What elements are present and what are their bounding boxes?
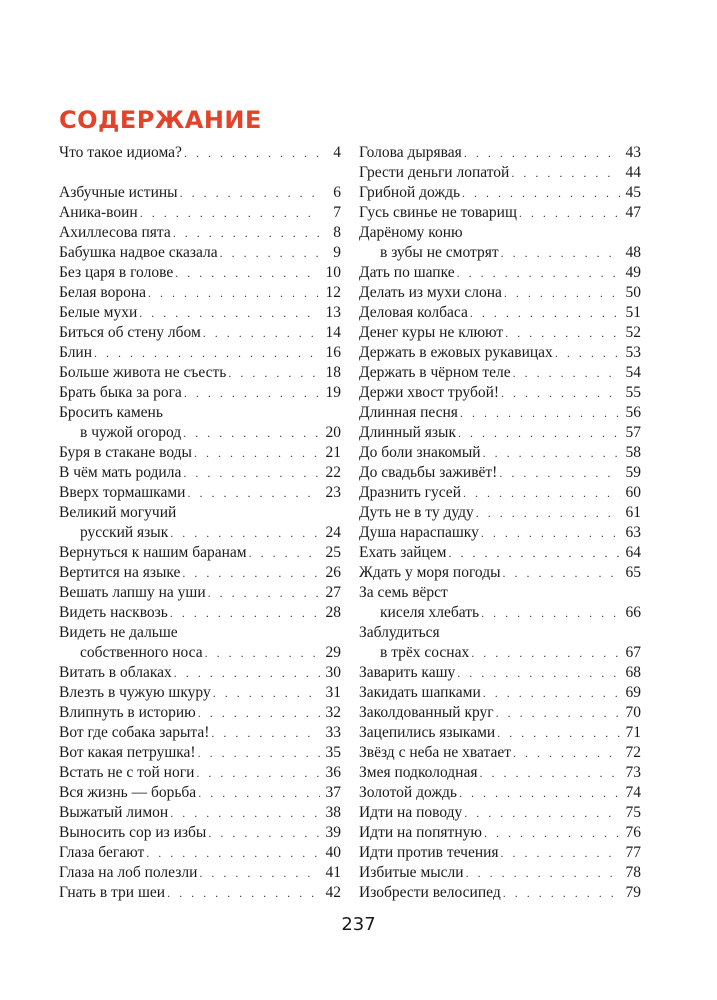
toc-entry xyxy=(359,423,641,443)
dot-leader xyxy=(182,563,320,583)
toc-entry-title: За семь вёрст xyxy=(359,584,448,601)
toc-entry-title: Вертится на языке xyxy=(59,564,181,581)
dot-leader xyxy=(174,663,320,683)
toc-entry xyxy=(59,703,341,723)
dot-leader xyxy=(497,723,620,743)
toc-entry-page: 32 xyxy=(325,704,341,721)
toc-entry-title: Глаза на лоб полезли xyxy=(59,864,198,881)
dot-leader xyxy=(460,403,620,423)
dot-leader xyxy=(462,183,620,203)
dot-leader xyxy=(464,143,620,163)
toc-entry xyxy=(359,743,641,763)
dot-leader xyxy=(458,423,620,443)
dot-leader xyxy=(170,603,320,623)
toc-entry xyxy=(359,303,641,323)
toc-entry xyxy=(59,463,341,483)
dot-leader xyxy=(501,243,620,263)
toc-entry-page: 76 xyxy=(625,824,641,841)
toc-entry-title: Белая ворона xyxy=(59,284,147,301)
toc-entry xyxy=(359,403,641,423)
dot-leader xyxy=(471,643,620,663)
toc-entry-page: 10 xyxy=(325,264,341,281)
toc-entry-title: Ахиллесова пята xyxy=(59,224,171,241)
toc-entry-title: Влезть в чужую шкуру xyxy=(59,684,211,701)
toc-entry-title: Гнать в три шеи xyxy=(59,884,166,901)
dot-leader xyxy=(198,743,320,763)
toc-entry-title: Дуть не в ту дуду xyxy=(359,504,474,521)
toc-entry-title: Бросить камень xyxy=(59,404,163,421)
dot-leader xyxy=(167,883,320,903)
toc-entry-page: 24 xyxy=(325,524,341,541)
dot-leader xyxy=(94,343,320,363)
dot-leader xyxy=(146,843,320,863)
toc-entry-page: 29 xyxy=(325,644,341,661)
toc-entry xyxy=(359,723,641,743)
toc-entry-page: 6 xyxy=(333,184,341,201)
toc-entry-title: Изобрести велосипед xyxy=(359,884,501,901)
dot-leader xyxy=(148,283,320,303)
dot-leader xyxy=(476,503,620,523)
toc-column-right xyxy=(359,143,641,903)
toc-entry-title: Биться об стену лбом xyxy=(59,324,201,341)
toc-entry-page: 44 xyxy=(625,164,641,181)
toc-entry-page: 75 xyxy=(625,804,641,821)
toc-entry xyxy=(359,343,641,363)
toc-entry xyxy=(359,763,641,783)
dot-leader xyxy=(449,543,621,563)
toc-entry xyxy=(59,183,341,203)
toc-entry-title: Закидать шапками xyxy=(359,684,481,701)
toc-entry-title: В чём мать родила xyxy=(59,464,182,481)
toc-entry xyxy=(359,143,641,163)
toc-entry-page: 47 xyxy=(625,204,641,221)
dot-leader xyxy=(198,703,320,723)
toc-entry-page: 37 xyxy=(325,784,341,801)
toc-entry-title: Денег куры не клюют xyxy=(359,324,504,341)
toc-entry-title: Блин xyxy=(59,344,93,361)
dot-leader xyxy=(205,643,320,663)
toc-entry-page: 43 xyxy=(625,144,641,161)
toc-entry-page: 59 xyxy=(625,464,641,481)
toc-entry-page: 70 xyxy=(625,704,641,721)
toc-entry xyxy=(359,183,641,203)
dot-leader xyxy=(463,483,620,503)
dot-leader xyxy=(481,603,620,623)
dot-leader xyxy=(464,803,620,823)
toc-entry-page: 33 xyxy=(325,724,341,741)
toc-entry-page: 12 xyxy=(325,284,341,301)
toc-entry-page: 14 xyxy=(325,324,341,341)
dot-leader xyxy=(194,443,320,463)
toc-entry xyxy=(59,623,341,663)
toc-entry xyxy=(59,803,341,823)
toc-entry-title: Голова дырявая xyxy=(359,144,462,161)
toc-entry-page: 16 xyxy=(325,344,341,361)
toc-entry-page: 71 xyxy=(625,724,641,741)
toc-entry xyxy=(59,303,341,323)
toc-entry-title-continuation: собственного носа xyxy=(80,644,203,661)
toc-entry-title: Встать не с той ноги xyxy=(59,764,195,781)
dot-leader xyxy=(208,823,320,843)
toc-entry-title: Дать по шапке xyxy=(359,264,455,281)
toc-entry-title: Белые мухи xyxy=(59,304,138,321)
dot-leader xyxy=(466,863,620,883)
toc-entry-title: Заколдованный круг xyxy=(359,704,494,721)
toc-entry-title-continuation: киселя хлебать xyxy=(380,604,480,621)
toc-entry-title: Гусь свинье не товарищ xyxy=(359,204,517,221)
dot-leader xyxy=(199,863,320,883)
dot-leader xyxy=(184,143,320,163)
toc-entry-page: 49 xyxy=(625,264,641,281)
dot-leader xyxy=(470,303,620,323)
toc-entry xyxy=(59,603,341,623)
toc-entry xyxy=(59,403,341,443)
toc-entry-page: 78 xyxy=(625,864,641,881)
dot-leader xyxy=(513,363,620,383)
toc-entry xyxy=(59,783,341,803)
page-number: 237 xyxy=(341,914,376,935)
toc-entry-page: 7 xyxy=(333,204,341,221)
toc-entry-title: Держать в чёрном теле xyxy=(359,364,511,381)
toc-entry xyxy=(59,323,341,343)
toc-entry-page: 45 xyxy=(625,184,641,201)
toc-entry-page: 42 xyxy=(325,884,341,901)
contents-heading: СОДЕРЖАНИЕ xyxy=(59,106,262,134)
toc-entry xyxy=(359,843,641,863)
toc-entry-title: Вверх тормашками xyxy=(59,484,186,501)
toc-entry-title: Идти против течения xyxy=(359,844,499,861)
toc-entry-title: Вот где собака зарыта! xyxy=(59,724,210,741)
toc-entry xyxy=(59,243,341,263)
toc-entry-page: 41 xyxy=(325,864,341,881)
toc-entry-page: 64 xyxy=(625,544,641,561)
toc-entry-title: Выносить сор из избы xyxy=(59,824,207,841)
toc-entry-title: Влипнуть в историю xyxy=(59,704,196,721)
toc-entry-title: Видеть насквозь xyxy=(59,604,168,621)
toc-entry xyxy=(359,883,641,903)
toc-entry xyxy=(59,503,341,543)
dot-leader xyxy=(479,763,620,783)
toc-entry-page: 25 xyxy=(325,544,341,561)
toc-entry xyxy=(359,863,641,883)
toc-entry xyxy=(59,263,341,283)
toc-entry-page: 54 xyxy=(625,364,641,381)
dot-leader xyxy=(175,263,320,283)
toc-entry xyxy=(59,843,341,863)
dot-leader xyxy=(504,283,620,303)
toc-entry xyxy=(359,263,641,283)
toc-entry xyxy=(59,583,341,603)
toc-entry-page: 21 xyxy=(325,444,341,461)
toc-entry-title: Заварить кашу xyxy=(359,664,456,681)
toc-entry-page: 20 xyxy=(325,424,341,441)
dot-leader xyxy=(555,343,620,363)
dot-leader xyxy=(501,383,620,403)
toc-entry-title: Длинный язык xyxy=(359,424,456,441)
dot-leader xyxy=(196,763,320,783)
toc-entry xyxy=(359,483,641,503)
toc-entry-page: 65 xyxy=(625,564,641,581)
toc-entry xyxy=(59,543,341,563)
dot-leader xyxy=(459,783,620,803)
toc-entry-page: 68 xyxy=(625,664,641,681)
toc-entry-title: Грибной дождь xyxy=(359,184,461,201)
toc-entry-title: Что такое идиома? xyxy=(59,144,182,161)
toc-entry-title: Избитые мысли xyxy=(359,864,464,881)
toc-entry-title: Ехать зайцем xyxy=(359,544,447,561)
toc-entry xyxy=(59,483,341,503)
toc-entry xyxy=(359,783,641,803)
dot-leader xyxy=(203,323,320,343)
toc-entry-title: Больше живота не съесть xyxy=(59,364,227,381)
toc-entry-title: Длинная песня xyxy=(359,404,458,421)
toc-entry-title: Ждать у моря погоды xyxy=(359,564,501,581)
dot-leader xyxy=(170,523,320,543)
toc-entry-title: Идти на попятную xyxy=(359,824,482,841)
dot-leader xyxy=(483,443,620,463)
toc-entry-page: 36 xyxy=(325,764,341,781)
toc-entry-title-continuation: русский язык xyxy=(80,524,169,541)
toc-entry xyxy=(359,323,641,343)
dot-leader xyxy=(173,223,320,243)
toc-entry-page: 39 xyxy=(325,824,341,841)
toc-entry-title: Вот какая петрушка! xyxy=(59,744,196,761)
toc-entry xyxy=(359,523,641,543)
toc-entry-title: Золотой дождь xyxy=(359,784,457,801)
toc-entry-page: 40 xyxy=(325,844,341,861)
toc-entry-page: 57 xyxy=(625,424,641,441)
dot-leader xyxy=(496,703,620,723)
toc-entry-page: 9 xyxy=(333,244,341,261)
dot-leader xyxy=(503,883,620,903)
dot-leader xyxy=(484,823,620,843)
toc-entry xyxy=(359,703,641,723)
toc-entry-title: Глаза бегают xyxy=(59,844,145,861)
toc-entry-page: 58 xyxy=(625,444,641,461)
toc-entry-title: Зацепились языками xyxy=(359,724,496,741)
dot-leader xyxy=(180,183,320,203)
toc-entry xyxy=(359,823,641,843)
dot-leader xyxy=(501,843,620,863)
toc-entry-page: 66 xyxy=(625,604,641,621)
toc-entry-page: 56 xyxy=(625,404,641,421)
toc-entry-page: 23 xyxy=(325,484,341,501)
toc-entry-page: 53 xyxy=(625,344,641,361)
toc-entry-title-continuation: в зубы не смотрят xyxy=(380,244,499,261)
toc-entry-page: 31 xyxy=(325,684,341,701)
toc-entry-title: Деловая колбаса xyxy=(359,304,468,321)
dot-leader xyxy=(187,483,320,503)
toc-entry xyxy=(59,743,341,763)
toc-entry-title: Аника-воин xyxy=(59,204,138,221)
toc-entry-title: Выжатый лимон xyxy=(59,804,169,821)
toc-entry xyxy=(359,443,641,463)
toc-entry-page: 61 xyxy=(625,504,641,521)
dot-leader xyxy=(457,663,620,683)
toc-entry-title: Великий могучий xyxy=(59,504,177,521)
toc-entry-title: Дразнить гусей xyxy=(359,484,461,501)
toc-entry xyxy=(59,763,341,783)
toc-entry-page: 30 xyxy=(325,664,341,681)
dot-leader xyxy=(170,803,320,823)
toc-entry-title: Буря в стакане воды xyxy=(59,444,192,461)
toc-entry xyxy=(59,723,341,743)
toc-entry xyxy=(359,163,641,183)
dot-leader xyxy=(457,263,620,283)
toc-entry-page: 72 xyxy=(625,744,641,761)
toc-entry-title: Азбучные истины xyxy=(59,184,178,201)
toc-entry-page: 55 xyxy=(625,384,641,401)
toc-entry-title: Вернуться к нашим баранам xyxy=(59,544,247,561)
dot-leader xyxy=(483,683,620,703)
toc-entry-title: Звёзд с неба не хватает xyxy=(359,744,512,761)
toc-entry-page: 74 xyxy=(625,784,641,801)
toc-entry-page: 13 xyxy=(325,304,341,321)
toc-entry-title: Брать быка за рога xyxy=(59,384,182,401)
dot-leader xyxy=(184,383,320,403)
dot-leader xyxy=(139,303,320,323)
toc-entry xyxy=(359,463,641,483)
dot-leader xyxy=(208,583,320,603)
toc-entry-title: До свадьбы заживёт! xyxy=(359,464,498,481)
toc-entry-page: 8 xyxy=(333,224,341,241)
dot-leader xyxy=(140,203,320,223)
toc-entry-title: Держать в ежовых рукавицах xyxy=(359,344,553,361)
toc-entry-title: Вешать лапшу на уши xyxy=(59,584,206,601)
toc-entry-title: Видеть не дальше xyxy=(59,624,178,641)
toc-entry-page: 67 xyxy=(625,644,641,661)
toc-entry-page: 77 xyxy=(625,844,641,861)
toc-entry xyxy=(59,283,341,303)
toc-entry-title: Вся жизнь — борьба xyxy=(59,784,197,801)
toc-entry xyxy=(59,223,341,243)
dot-leader xyxy=(249,543,320,563)
dot-leader xyxy=(211,723,320,743)
toc-entry xyxy=(59,143,341,163)
toc-entry xyxy=(59,343,341,363)
dot-leader xyxy=(511,163,620,183)
dot-leader xyxy=(499,463,620,483)
dot-leader xyxy=(220,243,320,263)
dot-leader xyxy=(519,203,620,223)
toc-entry-title: Бабушка надвое сказала xyxy=(59,244,218,261)
toc-entry-page: 50 xyxy=(625,284,641,301)
toc-entry-page: 79 xyxy=(625,884,641,901)
toc-entry-page: 52 xyxy=(625,324,641,341)
toc-entry-page: 51 xyxy=(625,304,641,321)
toc-entry-page: 35 xyxy=(325,744,341,761)
toc-entry-title: Идти на поводу xyxy=(359,804,463,821)
toc-entry xyxy=(59,823,341,843)
toc-entry xyxy=(359,223,641,263)
toc-entry xyxy=(59,363,341,383)
toc-entry-page: 60 xyxy=(625,484,641,501)
toc-entry xyxy=(59,683,341,703)
toc-entry-title: Делать из мухи слона xyxy=(359,284,502,301)
dot-leader xyxy=(481,523,620,543)
toc-column-left xyxy=(59,143,341,903)
toc-entry-page: 22 xyxy=(325,464,341,481)
toc-entry-page: 38 xyxy=(325,804,341,821)
toc-entry xyxy=(359,543,641,563)
toc-entry-title: До боли знакомый xyxy=(359,444,481,461)
toc-entry xyxy=(59,203,341,223)
toc-entry xyxy=(359,383,641,403)
toc-entry xyxy=(59,863,341,883)
toc-entry-title: Витать в облаках xyxy=(59,664,172,681)
toc-entry xyxy=(359,803,641,823)
toc-entry xyxy=(359,283,641,303)
dot-leader xyxy=(505,323,620,343)
toc-entry xyxy=(359,683,641,703)
toc-entry xyxy=(359,623,641,663)
toc-entry-title: Без царя в голове xyxy=(59,264,174,281)
toc-entry-title: Держи хвост трубой! xyxy=(359,384,500,401)
toc-entry xyxy=(359,563,641,583)
toc-entry xyxy=(59,883,341,903)
toc-entry xyxy=(359,503,641,523)
toc-entry-page: 63 xyxy=(625,524,641,541)
toc-entry-page: 27 xyxy=(325,584,341,601)
toc-entry-page: 18 xyxy=(325,364,341,381)
toc-entry-title: Заблудиться xyxy=(359,624,440,641)
toc-entry-page: 48 xyxy=(625,244,641,261)
toc-entry xyxy=(359,363,641,383)
toc-entry-page: 4 xyxy=(333,144,341,161)
toc-entry-title: Душа нараспашку xyxy=(359,524,479,541)
toc-entry-page: 28 xyxy=(325,604,341,621)
dot-leader xyxy=(183,423,320,443)
toc-entry-title: Дарёному коню xyxy=(359,224,463,241)
dot-leader xyxy=(513,743,620,763)
toc-entry-page: 26 xyxy=(325,564,341,581)
toc-entry xyxy=(359,203,641,223)
toc-entry-title-continuation: в трёх соснах xyxy=(380,644,470,661)
dot-leader xyxy=(228,363,320,383)
dot-leader xyxy=(503,563,620,583)
dot-leader xyxy=(198,783,320,803)
toc-entry xyxy=(359,663,641,683)
toc-entry-page: 69 xyxy=(625,684,641,701)
toc-entry-title: Грести деньги лопатой xyxy=(359,164,510,181)
toc-entry-page: 73 xyxy=(625,764,641,781)
toc-entry xyxy=(59,443,341,463)
toc-entry xyxy=(59,663,341,683)
toc-entry xyxy=(359,583,641,623)
toc-entry-title: Змея подколодная xyxy=(359,764,478,781)
toc-entry-page: 19 xyxy=(325,384,341,401)
toc-entry xyxy=(59,563,341,583)
dot-leader xyxy=(183,463,320,483)
toc-entry-title-continuation: в чужой огород xyxy=(80,424,182,441)
dot-leader xyxy=(213,683,320,703)
toc-entry xyxy=(59,383,341,403)
